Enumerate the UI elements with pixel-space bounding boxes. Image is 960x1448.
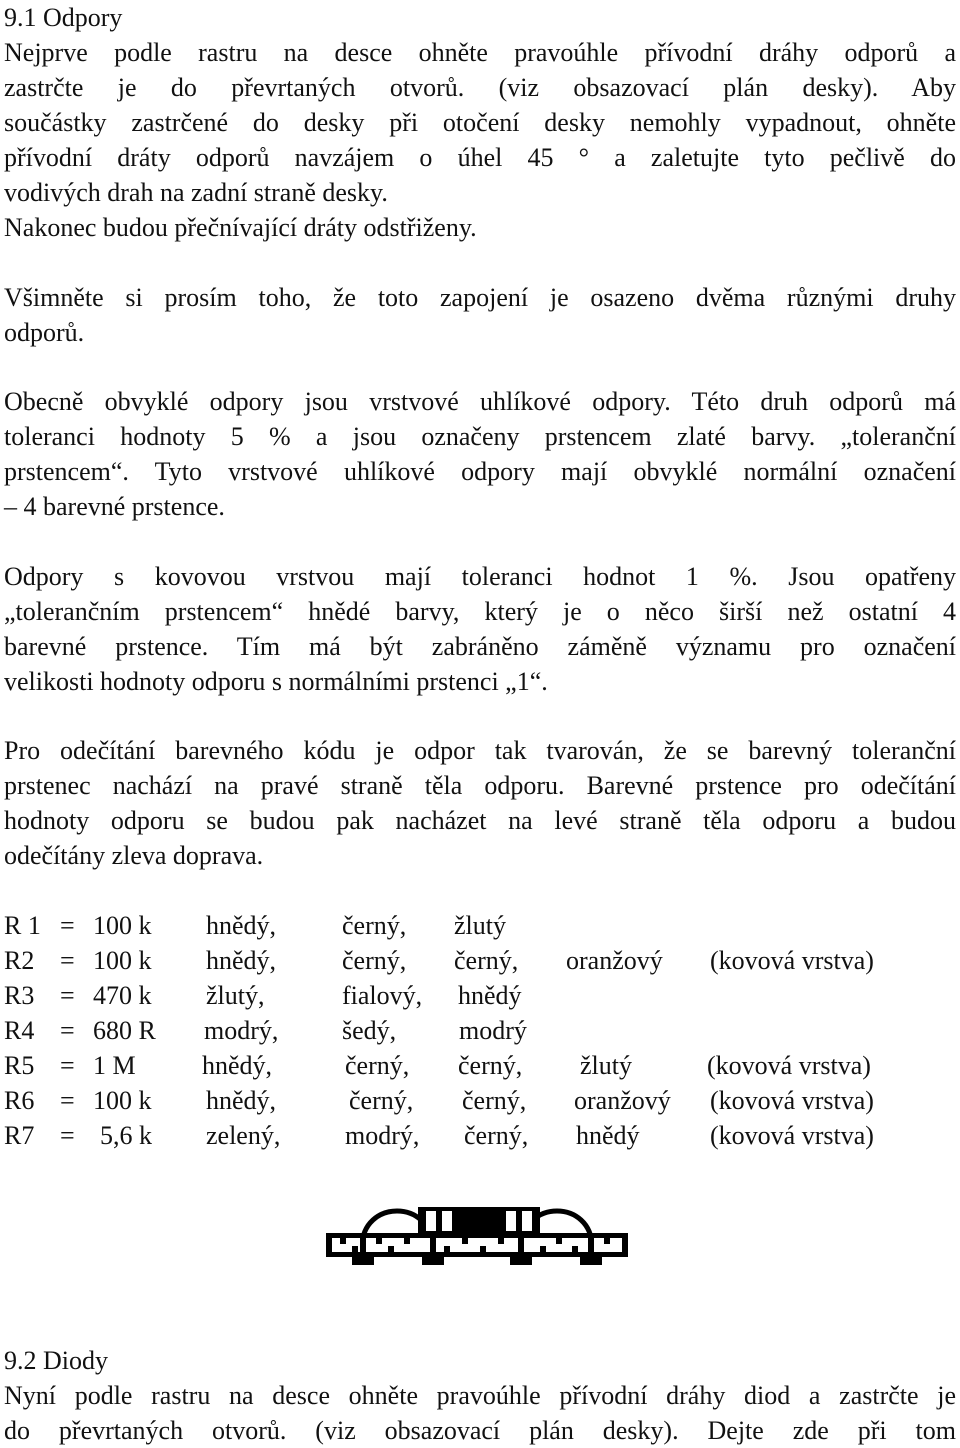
- resistor-color-2: černý,: [342, 911, 407, 940]
- resistor-note: (kovová vrstva): [710, 1086, 874, 1115]
- resistor-note: (kovová vrstva): [710, 946, 874, 975]
- section-heading-odpory: 9.1 Odpory: [4, 3, 123, 32]
- resistor-color-1: hnědý,: [206, 1086, 277, 1115]
- resistor-body: [418, 1207, 540, 1235]
- resistor-equals: =: [60, 946, 75, 975]
- circuit-board-strip: [326, 1233, 628, 1257]
- resistor-color-3: černý,: [454, 946, 519, 975]
- resistor-value: 470 k: [93, 981, 152, 1010]
- text-line: Odpory s kovovou vrstvou mají toleranci hodnot 1 %. Jsou opatřeny: [4, 562, 956, 591]
- resistor-equals: =: [60, 1121, 75, 1150]
- resistor-color-2: černý,: [349, 1086, 414, 1115]
- text-line: Pro odečítání barevného kódu je odpor tak tvarován, že se barevný toleranční: [4, 736, 956, 765]
- text-line: do převrtaných otvorů. (viz obsazovací plán desky). Dejte zde při tom: [4, 1416, 956, 1445]
- resistor-color-3: žlutý: [454, 911, 506, 940]
- resistor-mounting-illustration: [322, 1193, 632, 1271]
- resistor-color-4: hnědý: [576, 1121, 640, 1150]
- resistor-color-4: žlutý: [580, 1051, 632, 1080]
- text-line: Nejprve podle rastru na desce ohněte pravoúhle přívodní dráhy odporů a: [4, 38, 956, 67]
- resistor-color-4: oranžový: [566, 946, 663, 975]
- text-line: odporů.: [4, 318, 85, 347]
- resistor-color-2: fialový,: [342, 981, 423, 1010]
- resistor-equals: =: [60, 1086, 75, 1115]
- resistor-equals: =: [60, 911, 75, 940]
- text-line: – 4 barevné prstence.: [4, 492, 225, 521]
- text-line: Všimněte si prosím toho, že toto zapojení je osazeno dvěma různými druhy: [4, 283, 956, 312]
- resistor-note: (kovová vrstva): [707, 1051, 871, 1080]
- resistor-color-1: hnědý,: [206, 911, 277, 940]
- resistor-color-2: šedý,: [342, 1016, 397, 1045]
- resistor-equals: =: [60, 981, 75, 1010]
- resistor-color-1: žlutý,: [206, 981, 265, 1010]
- resistor-value: 100 k: [93, 946, 152, 975]
- resistor-name: R5: [4, 1051, 35, 1080]
- text-line: barevné prstence. Tím má být zabráněno záměně významu pro označení: [4, 632, 956, 661]
- resistor-value: 680 R: [93, 1016, 156, 1045]
- resistor-color-3: modrý: [459, 1016, 527, 1045]
- resistor-color-2: černý,: [342, 946, 407, 975]
- text-line: toleranci hodnoty 5 % a jsou označeny prstencem zlaté barvy. „toleranční: [4, 422, 956, 451]
- text-line: „tolerančním prstencem“ hnědé barvy, který je o něco širší než ostatní 4: [4, 597, 956, 626]
- text-line: odečítány zleva doprava.: [4, 841, 264, 870]
- section-heading-diody: 9.2 Diody: [4, 1346, 108, 1375]
- solder-joints: [352, 1257, 602, 1265]
- text-line: zastrčte je do převrtaných otvorů. (viz obsazovací plán desky). Aby: [4, 73, 956, 102]
- resistor-equals: =: [60, 1051, 75, 1080]
- resistor-value: 1 M: [93, 1051, 136, 1080]
- text-line: vodivých drah na zadní straně desky.: [4, 178, 388, 207]
- text-line: Nakonec budou přečnívající dráty odstřiženy.: [4, 213, 477, 242]
- resistor-color-1: zelený,: [206, 1121, 281, 1150]
- text-line: Obecně obvyklé odpory jsou vrstvové uhlíkové odpory. Této druh odporů má: [4, 387, 956, 416]
- text-line: velikosti hodnoty odporu s normálními prstenci „1“.: [4, 667, 548, 696]
- resistor-color-3: hnědý: [458, 981, 522, 1010]
- text-line: přívodní dráty odporů navzájem o úhel 45 ° a zaletujte tyto pečlivě do: [4, 143, 956, 172]
- resistor-name: R4: [4, 1016, 35, 1045]
- resistor-color-3: černý,: [462, 1086, 527, 1115]
- resistor-equals: =: [60, 1016, 75, 1045]
- resistor-name: R3: [4, 981, 35, 1010]
- resistor-note: (kovová vrstva): [710, 1121, 874, 1150]
- resistor-color-1: hnědý,: [206, 946, 277, 975]
- text-line: hodnoty odporu se budou pak nacházet na levé straně těla odporu a budou: [4, 806, 956, 835]
- resistor-color-4: oranžový: [574, 1086, 671, 1115]
- text-line: prstenec nachází na pravé straně těla odporu. Barevné prstence pro odečítání: [4, 771, 956, 800]
- resistor-name: R7: [4, 1121, 35, 1150]
- resistor-value: 100 k: [93, 1086, 152, 1115]
- text-line: součástky zastrčené do desky při otočení desky nemohly vypadnout, ohněte: [4, 108, 956, 137]
- resistor-color-3: černý,: [464, 1121, 529, 1150]
- resistor-name: R2: [4, 946, 35, 975]
- resistor-color-3: černý,: [458, 1051, 523, 1080]
- resistor-value: 100 k: [93, 911, 152, 940]
- text-line: Nyní podle rastru na desce ohněte pravoúhle přívodní dráhy diod a zastrčte je: [4, 1381, 956, 1410]
- resistor-color-1: modrý,: [204, 1016, 279, 1045]
- resistor-name: R 1: [4, 911, 41, 940]
- text-line: prstencem“. Tyto vrstvové uhlíkové odpory mají obvyklé normální označení: [4, 457, 956, 486]
- resistor-color-1: hnědý,: [202, 1051, 273, 1080]
- resistor-name: R6: [4, 1086, 35, 1115]
- resistor-value: 5,6 k: [100, 1121, 152, 1150]
- resistor-color-2: černý,: [345, 1051, 410, 1080]
- resistor-color-2: modrý,: [345, 1121, 420, 1150]
